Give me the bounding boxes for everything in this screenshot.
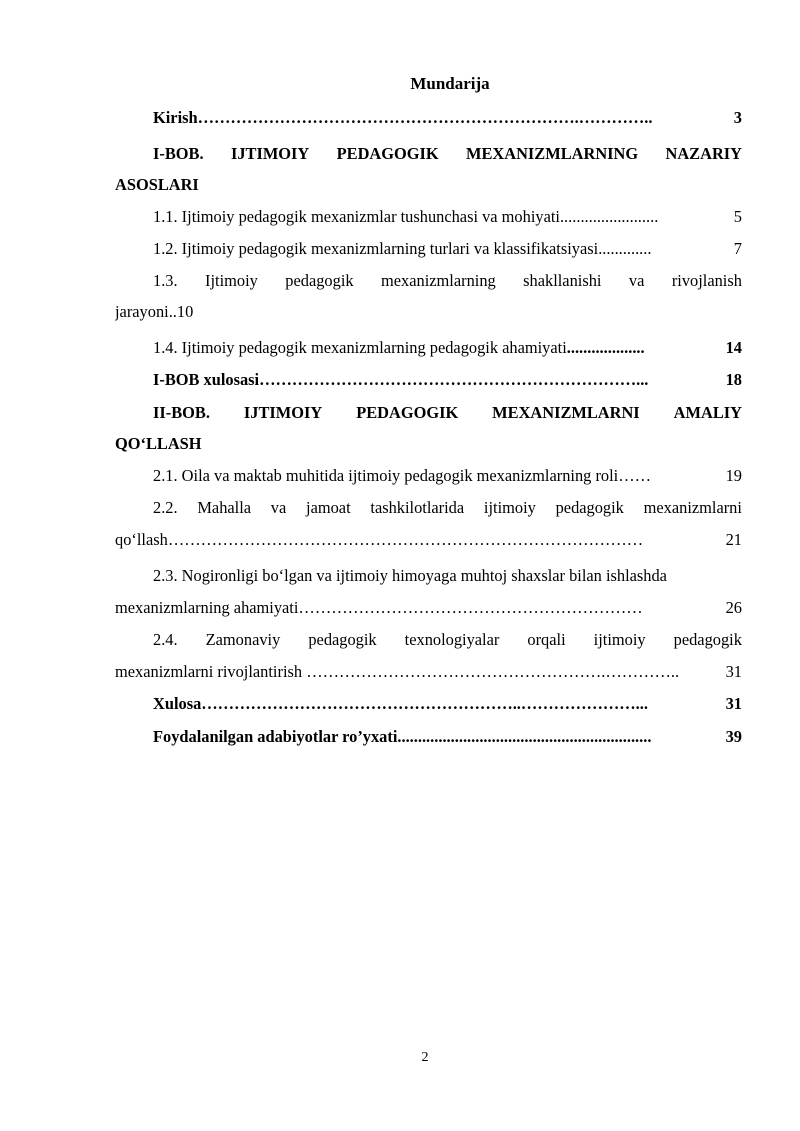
toc-entry-text: 1.1. Ijtimoiy pedagogik mexanizmlar tushunchasi va mohiyati: [153, 207, 560, 226]
toc-page-number: 18: [725, 370, 742, 389]
toc-entry-text: 1.4. Ijtimoiy pedagogik mexanizmlarning pedagogik ahamiyati: [153, 338, 567, 357]
toc-leader-dots: ………………………………………………………: [298, 598, 643, 617]
toc-entry-text: Xulosa: [153, 694, 202, 713]
heading-word: IJTIMOIY: [243, 403, 323, 422]
page-number: 2: [421, 1050, 429, 1065]
toc-entry-1-1: [153, 207, 742, 227]
toc-page-number: 31: [725, 694, 742, 713]
entry-word: 2.4.: [153, 630, 178, 649]
entry-word: ijtimoiy: [593, 630, 646, 649]
toc-page-number: 3: [733, 108, 742, 127]
toc-leader-dots: ……: [618, 466, 651, 485]
toc-entry-references: [153, 727, 742, 747]
toc-entry-text: qo‘llash: [115, 530, 168, 549]
toc-title: Mundarija: [410, 74, 490, 93]
toc-chapter2-heading-line2: QO‘LLASH: [115, 434, 202, 453]
heading-word: IJTIMOIY: [230, 144, 310, 163]
toc-entry-2-1: [153, 466, 742, 486]
toc-entry-text: I-BOB xulosasi: [153, 370, 260, 389]
entry-word: jamoat: [306, 498, 351, 517]
heading-word: PEDAGOGIK: [356, 403, 459, 422]
toc-leader-dots: ...................: [566, 338, 645, 357]
heading-word: AMALIY: [673, 403, 742, 422]
toc-page-number: 19: [725, 466, 742, 485]
toc-leader-dots: ..............................................................: [397, 727, 652, 746]
toc-entry-2-3: 2.3. Nogironligi bo‘lgan va ijtimoiy himoyaga muhtoj shaxslar bilan ishlashda: [153, 566, 667, 585]
toc-entry-2-3-line2: [115, 598, 742, 618]
toc-page-number: 26: [725, 598, 742, 617]
entry-word: ijtimoiy: [483, 498, 536, 517]
toc-page-number: 7: [733, 239, 742, 258]
toc-page-number: 31: [725, 662, 742, 681]
toc-entry-1-2: [153, 239, 742, 259]
toc-entry-text: Foydalanilgan adabiyotlar ro’yxati: [153, 727, 398, 746]
toc-entry-1-4: [153, 338, 742, 358]
entry-word: pedagogik: [555, 498, 624, 517]
toc-entry-chapter1-conclusion: [153, 370, 742, 390]
toc-leader-dots: …………………………………………………………….…………..: [197, 108, 653, 127]
entry-word: va: [628, 271, 645, 290]
toc-entry-1-3: [153, 271, 742, 291]
entry-word: shakllanishi: [523, 271, 602, 290]
entry-word: pedagogik: [285, 271, 354, 290]
heading-word: I-BOB.: [153, 144, 204, 163]
toc-leader-dots: ……………………………………………….…………..: [306, 662, 680, 681]
entry-word: pedagogik: [308, 630, 377, 649]
entry-word: Zamonaviy: [205, 630, 281, 649]
entry-word: orqali: [527, 630, 566, 649]
toc-chapter2-heading: [153, 403, 742, 423]
heading-word: PEDAGOGIK: [336, 144, 439, 163]
entry-word: Mahalla: [197, 498, 252, 517]
heading-word: II-BOB.: [153, 403, 210, 422]
entry-word: pedagogik: [673, 630, 742, 649]
entry-word: texnologiyalar: [404, 630, 500, 649]
toc-page-number: 14: [725, 338, 742, 357]
heading-word: MEXANIZMLARNI: [492, 403, 640, 422]
toc-chapter1-heading-line2: ASOSLARI: [115, 175, 199, 194]
toc-entry-text: mexanizmlarni rivojlantirish: [115, 662, 307, 681]
entry-word: mexanizmlarning: [381, 271, 496, 290]
entry-word: mexanizmlarni: [643, 498, 742, 517]
toc-entry-2-2-line2: [115, 530, 742, 550]
toc-entry-text: 1.2. Ijtimoiy pedagogik mexanizmlarning turlari va klassifikatsiyasi: [153, 239, 599, 258]
toc-entry-text: 2.1. Oila va maktab muhitida ijtimoiy pedagogik mexanizmlarning roli: [153, 466, 619, 485]
toc-page-number: 39: [725, 727, 742, 746]
toc-entry-1-3-line2: jarayoni..10: [115, 302, 194, 321]
toc-leader-dots: ……………………………………………………………...: [259, 370, 649, 389]
toc-entry-2-4: [153, 630, 742, 650]
toc-leader-dots: ……………………………………………………………………………: [167, 530, 644, 549]
entry-word: 1.3.: [153, 271, 178, 290]
entry-word: rivojlanish: [671, 271, 742, 290]
entry-word: tashkilotlarida: [370, 498, 465, 517]
toc-leader-dots: .............: [598, 239, 652, 258]
toc-entry-text: mexanizmlarning ahamiyati: [115, 598, 299, 617]
toc-chapter1-heading: [153, 144, 742, 164]
toc-leader-dots: …………………………………………………..…………………...: [201, 694, 648, 713]
heading-word: NAZARIY: [665, 144, 742, 163]
toc-entry-text: Kirish: [153, 108, 198, 127]
toc-page-number: 21: [725, 530, 742, 549]
entry-word: 2.2.: [153, 498, 178, 517]
toc-entry-2-2: [153, 498, 742, 518]
toc-entry-xulosa: [153, 694, 742, 714]
toc-entry-kirish: [153, 108, 742, 128]
toc-page-number: 5: [733, 207, 742, 226]
entry-word: Ijtimoiy: [205, 271, 258, 290]
toc-leader-dots: ........................: [559, 207, 659, 226]
entry-word: va: [270, 498, 287, 517]
heading-word: MEXANIZMLARNING: [466, 144, 639, 163]
toc-entry-2-4-line2: [115, 662, 742, 682]
